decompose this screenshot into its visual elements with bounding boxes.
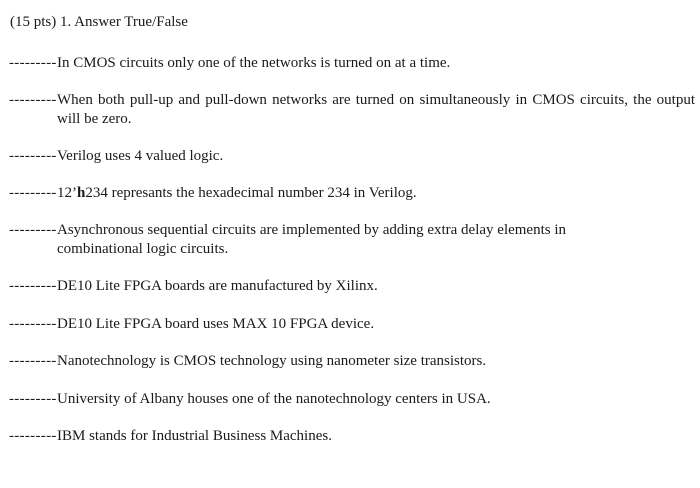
answer-blank[interactable]: --------- xyxy=(9,148,57,164)
question-text: University of Albany houses one of the nanotechnology centers in USA. xyxy=(57,391,491,407)
question-5 xyxy=(9,221,695,259)
question-text: IBM stands for Industrial Business Machines. xyxy=(57,428,332,444)
answer-blank[interactable]: --------- xyxy=(9,316,57,332)
question-7 xyxy=(9,315,695,334)
answer-blank[interactable]: --------- xyxy=(9,278,57,294)
question-title: (15 pts) 1. Answer True/False xyxy=(10,14,188,30)
question-6 xyxy=(9,277,695,296)
question-text: Asynchronous sequential circuits are implemented by adding extra delay elements in combinational logic circuits. xyxy=(57,222,567,257)
question-text-part: 234 represants the hexadecimal number 234 in Verilog. xyxy=(85,185,417,201)
answer-blank[interactable]: --------- xyxy=(9,353,57,369)
answer-blank[interactable]: --------- xyxy=(9,92,57,108)
answer-blank[interactable]: --------- xyxy=(9,185,57,201)
question-4 xyxy=(9,184,695,203)
question-text: DE10 Lite FPGA board uses MAX 10 FPGA device. xyxy=(57,316,375,332)
question-9 xyxy=(9,390,695,409)
question-1 xyxy=(9,54,695,73)
question-text xyxy=(9,184,695,203)
question-2 xyxy=(9,91,695,129)
answer-blank[interactable]: --------- xyxy=(9,222,57,238)
question-text: In CMOS circuits only one of the networks is turned on at a time. xyxy=(57,55,451,71)
answer-blank[interactable]: --------- xyxy=(9,428,57,444)
question-text: When both pull-up and pull-down networks are turned on simultaneously in CMOS circuits, the output will be zero. xyxy=(57,92,695,127)
question-text: DE10 Lite FPGA boards are manufactured by Xilinx. xyxy=(57,278,378,294)
question-text: Nanotechnology is CMOS technology using nanometer size transistors. xyxy=(57,353,487,369)
question-text: Verilog uses 4 valued logic. xyxy=(57,148,224,164)
question-text-bold: h xyxy=(77,185,86,201)
answer-blank[interactable]: --------- xyxy=(9,391,57,407)
question-8 xyxy=(9,352,695,371)
question-3 xyxy=(9,147,695,166)
question-10 xyxy=(9,427,695,446)
answer-blank[interactable]: --------- xyxy=(9,55,57,71)
question-text-part: 12’ xyxy=(57,185,77,201)
